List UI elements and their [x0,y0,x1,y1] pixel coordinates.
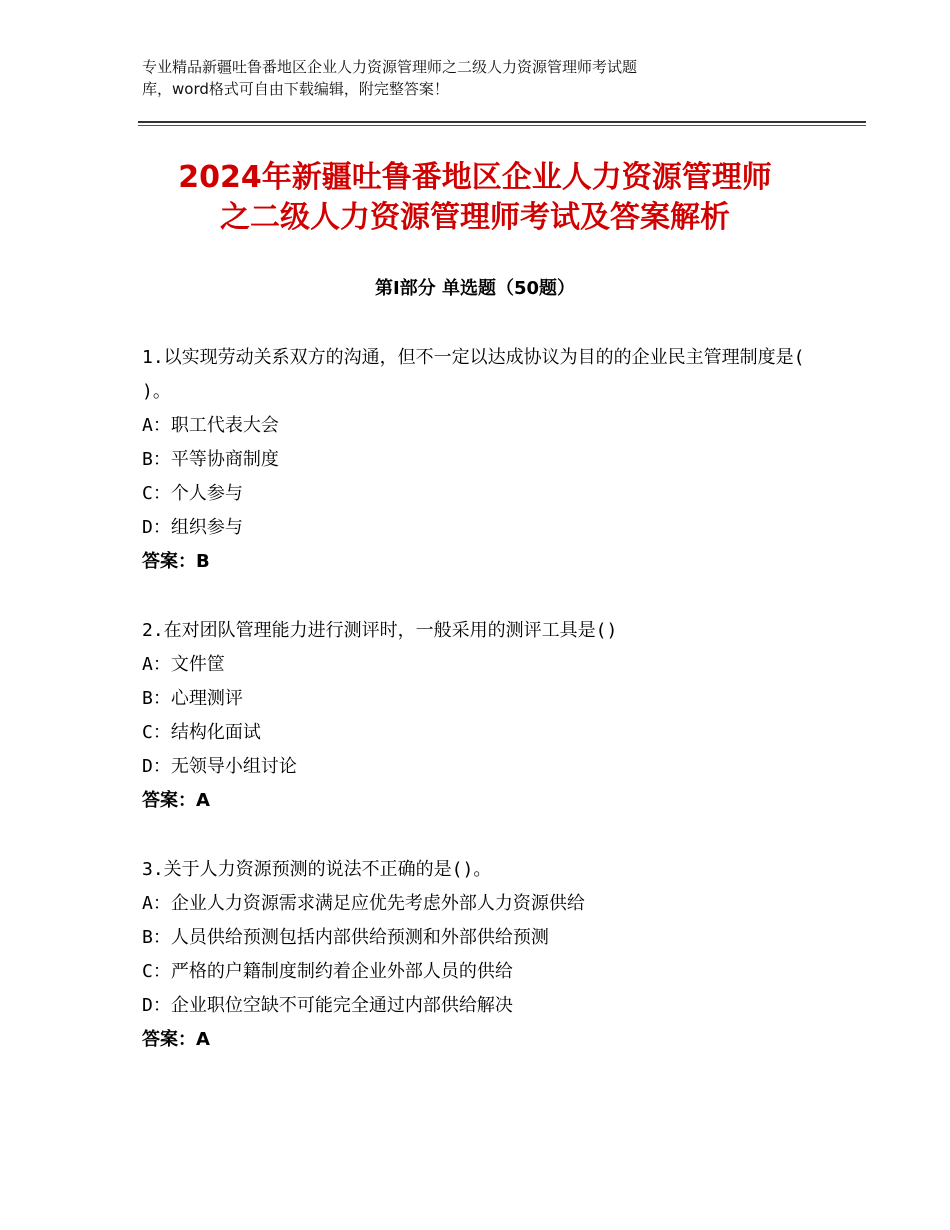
header-divider [138,121,866,123]
header-divider-thin [138,125,866,126]
title-line: 2024年新疆吐鲁番地区企业人力资源管理师 [178,160,772,195]
option-c: C：个人参与 [142,483,243,504]
option-a: A：企业人力资源需求满足应优先考虑外部人力资源供给 [142,893,585,914]
question-answer: 答案：A [142,790,210,811]
option-b: B：平等协商制度 [142,449,279,470]
option-d: D：组织参与 [142,517,243,538]
header-note [142,56,842,100]
question-item [142,853,812,1057]
option-a: A：职工代表大会 [142,415,279,436]
option-b: B：人员供给预测包括内部供给预测和外部供给预测 [142,927,549,948]
section-heading: 第I部分 单选题（50题） [374,278,575,299]
question-item [142,614,812,818]
header-note-line: 库，word格式可自由下载编辑，附完整答案！ [142,80,449,98]
option-d: D：企业职位空缺不可能完全通过内部供给解决 [142,995,513,1016]
question-stem: 2.在对团队管理能力进行测评时，一般采用的测评工具是() [142,620,618,641]
option-b: B：心理测评 [142,688,243,709]
question-item [142,341,812,579]
option-c: C：结构化面试 [142,722,261,743]
document-title [100,158,850,238]
question-stem: 3.关于人力资源预测的说法不正确的是()。 [142,859,492,880]
option-c: C：严格的户籍制度制约着企业外部人员的供给 [142,961,513,982]
title-line: 之二级人力资源管理师考试及答案解析 [220,200,730,235]
question-stem: 1.以实现劳动关系双方的沟通，但不一定以达成协议为目的的企业民主管理制度是( )。 [142,347,805,402]
option-a: A：文件筐 [142,654,225,675]
header-note-line: 专业精品新疆吐鲁番地区企业人力资源管理师之二级人力资源管理师考试题 [142,58,638,76]
option-d: D：无领导小组讨论 [142,756,297,777]
question-answer: 答案：B [142,551,210,572]
question-answer: 答案：A [142,1029,210,1050]
